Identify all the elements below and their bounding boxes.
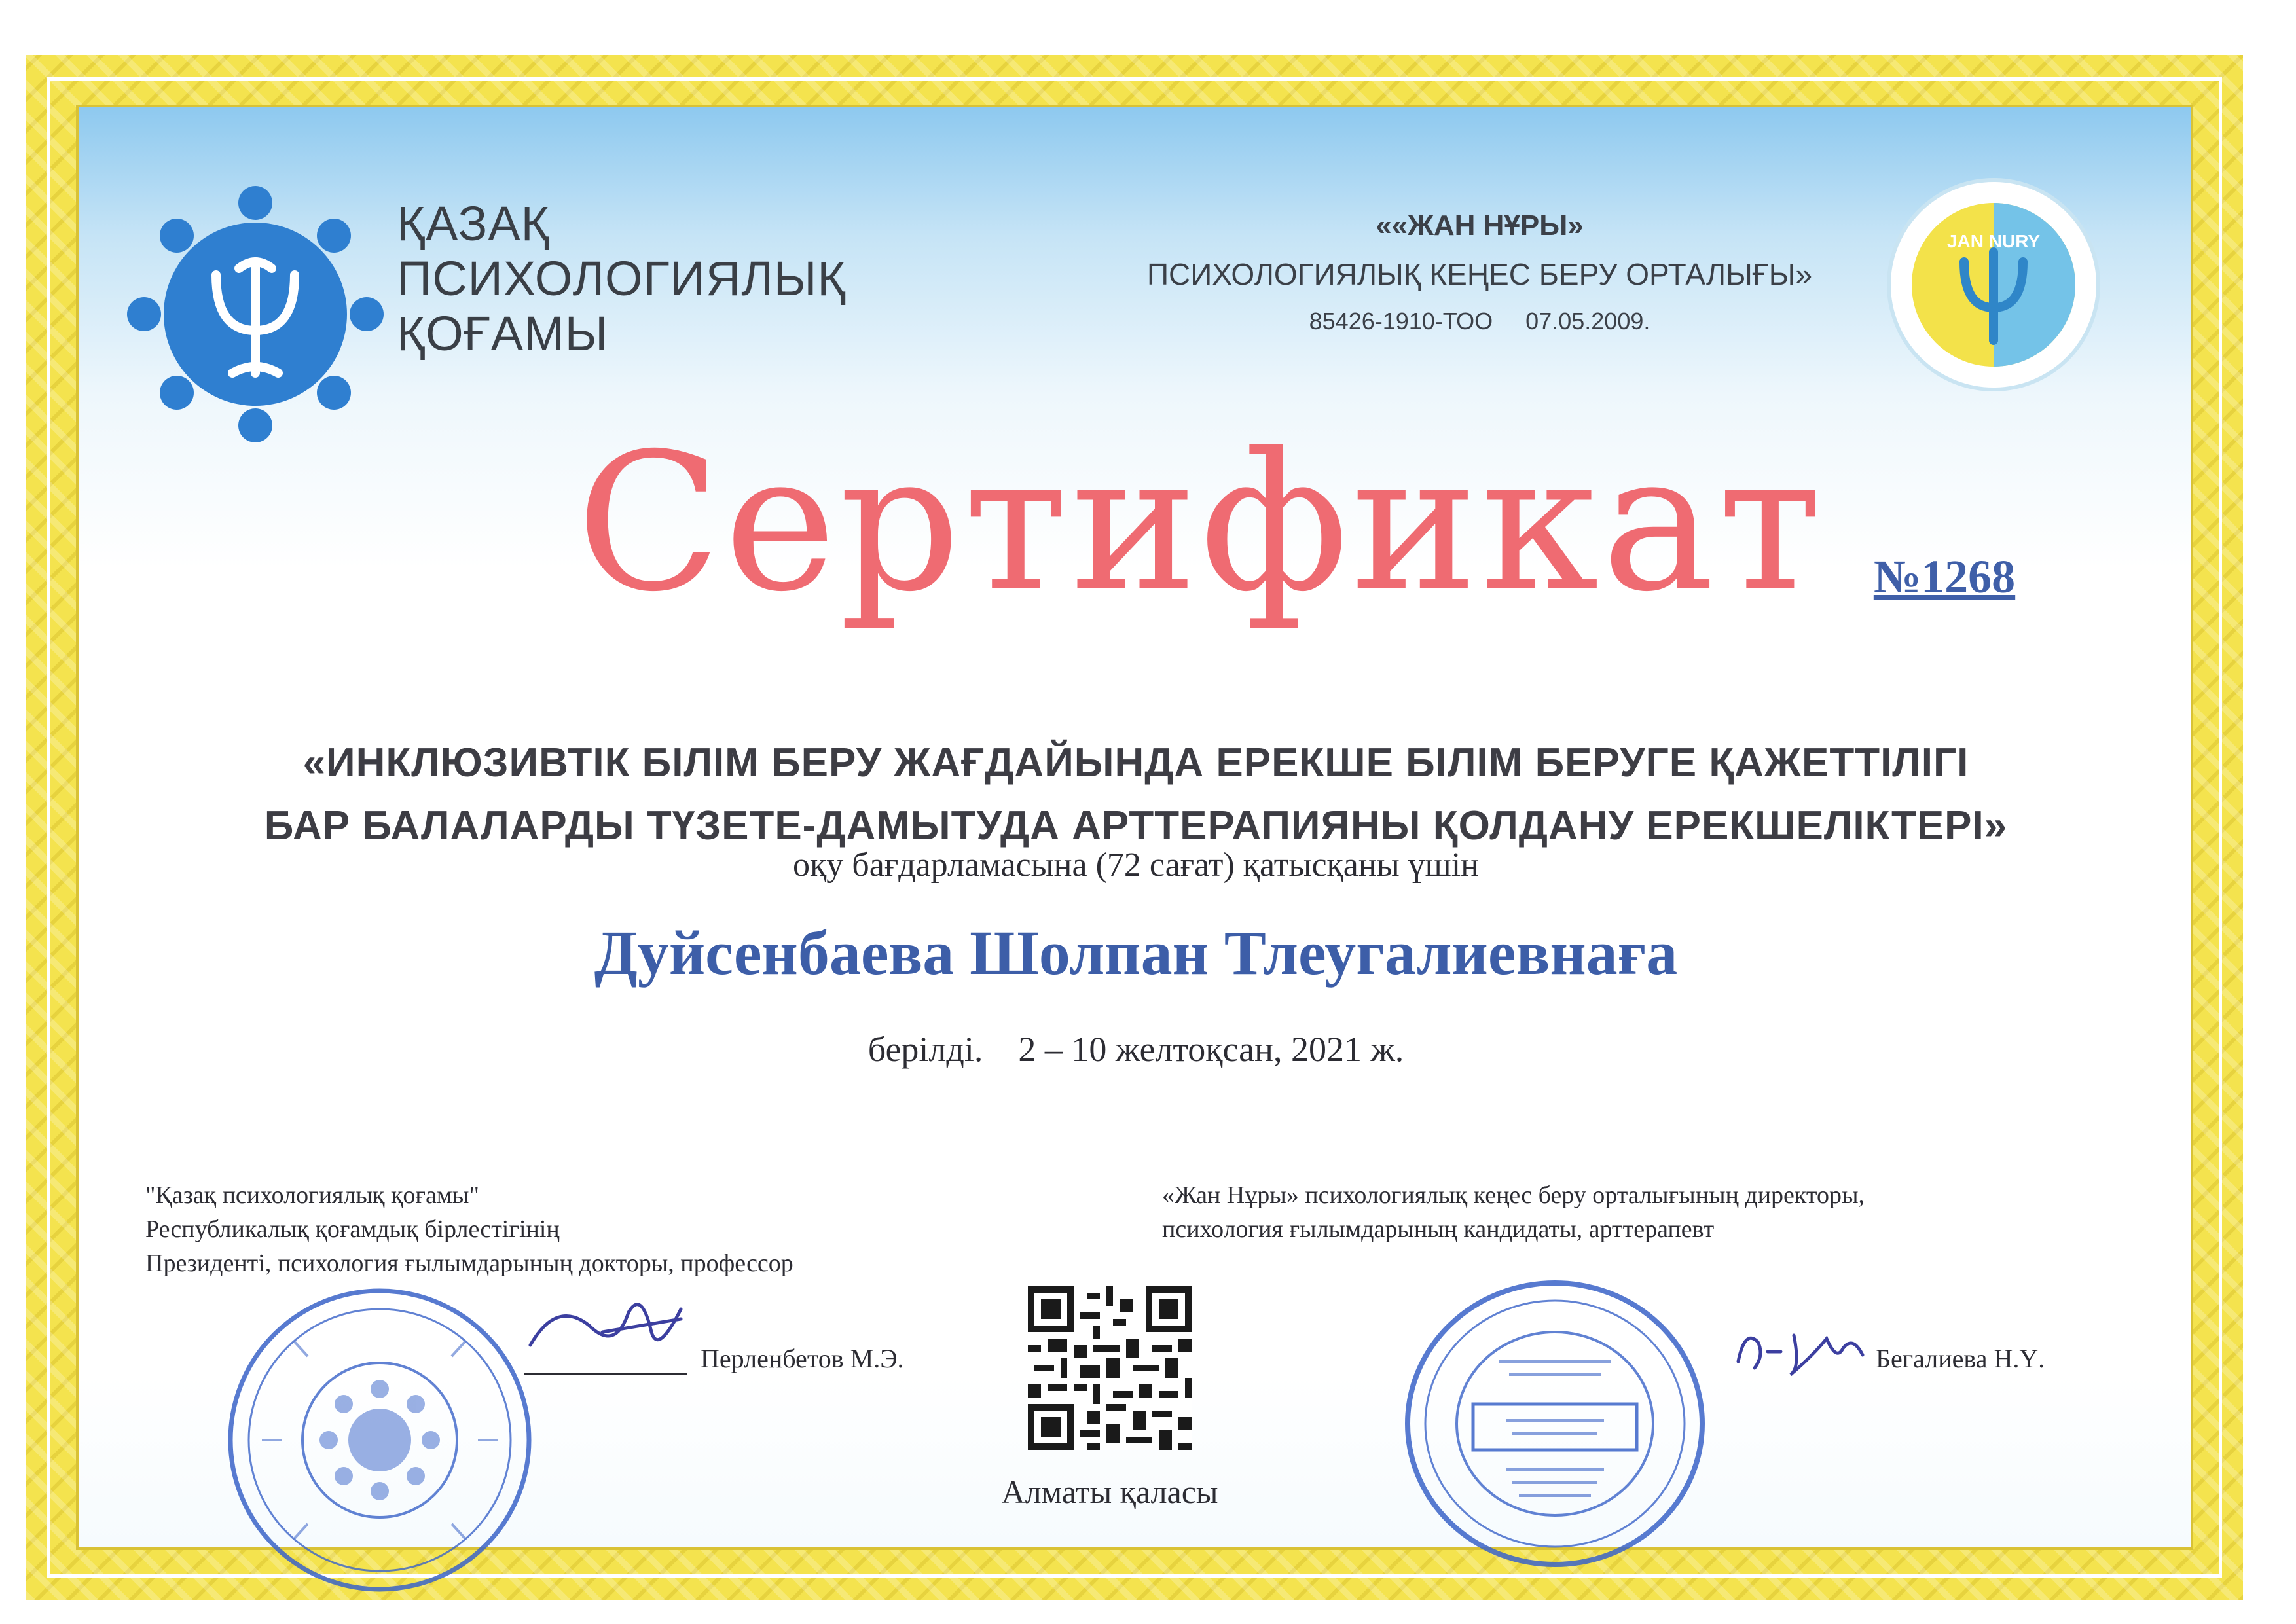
left-signatory-line: "Қазақ психологиялық қоғамы": [145, 1182, 479, 1209]
issue-date: берілді. 2 – 10 желтоқсан, 2021 ж.: [867, 1030, 1404, 1069]
right-signatory-block: [1162, 1178, 1865, 1246]
city-label: Алматы қаласы: [1001, 1473, 1218, 1510]
program-title: [105, 732, 2167, 857]
left-signatory-line: Президенті, психология ғылымдарының докторы, профессор: [145, 1250, 793, 1277]
certificate-title: Сертификат: [576, 413, 1825, 634]
right-signatory-line: «Жан Нұры» психологиялық кеңес беру орталығының директоры,: [1162, 1182, 1865, 1209]
right-signatory-line: психология ғылымдарының кандидаты, арттерапевт: [1162, 1216, 1715, 1243]
certificate-number: №1268: [1873, 550, 2016, 603]
left-org-title-line: ҚАЗАҚ: [397, 196, 550, 251]
program-title-line: «ИНКЛЮЗИВТІК БІЛІМ БЕРУ ЖАҒДАЙЫНДА ЕРЕКШЕ БІЛІМ БЕРУГЕ ҚАЖЕТТІЛІГІ: [302, 740, 1969, 785]
left-signature: [517, 1293, 714, 1365]
right-signature: [1728, 1316, 1872, 1388]
left-signature-line: [524, 1373, 687, 1375]
right-org-subtitle: ПСИХОЛОГИЯЛЫҚ КЕҢЕС БЕРУ ОРТАЛЫҒЫ»: [1146, 257, 1813, 291]
left-signatory-line: Республикалық қоғамдық бірлестігінің: [145, 1216, 560, 1243]
left-signatory-block: [145, 1178, 793, 1280]
recipient-name: Дуйсенбаева Шолпан Тлеугалиевнаға: [594, 918, 1678, 988]
right-signatory-name: Бегалиева Н.Ү.: [1876, 1344, 2045, 1373]
jan-nury-logo: [1886, 177, 2102, 393]
participation-text: оқу бағдарламасына (72 сағат) қатысқаны үшін: [793, 846, 1479, 884]
left-org-seal: [216, 1283, 543, 1597]
jan-nury-logo-text: JAN NURY: [1946, 231, 2041, 251]
right-org-registration: 85426-1910-ТОО 07.05.2009.: [1309, 308, 1650, 334]
program-title-line: БАР БАЛАЛАРДЫ ТҮЗЕТЕ-ДАМЫТУДА АРТТЕРАПИЯНЫ ҚОЛДАНУ ЕРЕКШЕЛІКТЕРІ»: [264, 803, 2008, 848]
left-org-title-line: ПСИХОЛОГИЯЛЫҚ: [397, 251, 847, 306]
right-org-seal: [1394, 1270, 1715, 1578]
qr-code: [1028, 1286, 1192, 1450]
right-org-name: ««ЖАН НҰРЫ»: [1376, 209, 1584, 242]
left-signatory-name: Перленбетов М.Э.: [701, 1344, 904, 1373]
left-org-title-line: ҚОҒАМЫ: [397, 306, 609, 361]
kazakh-psych-society-logo: [118, 177, 393, 452]
left-org-title: [397, 196, 894, 361]
